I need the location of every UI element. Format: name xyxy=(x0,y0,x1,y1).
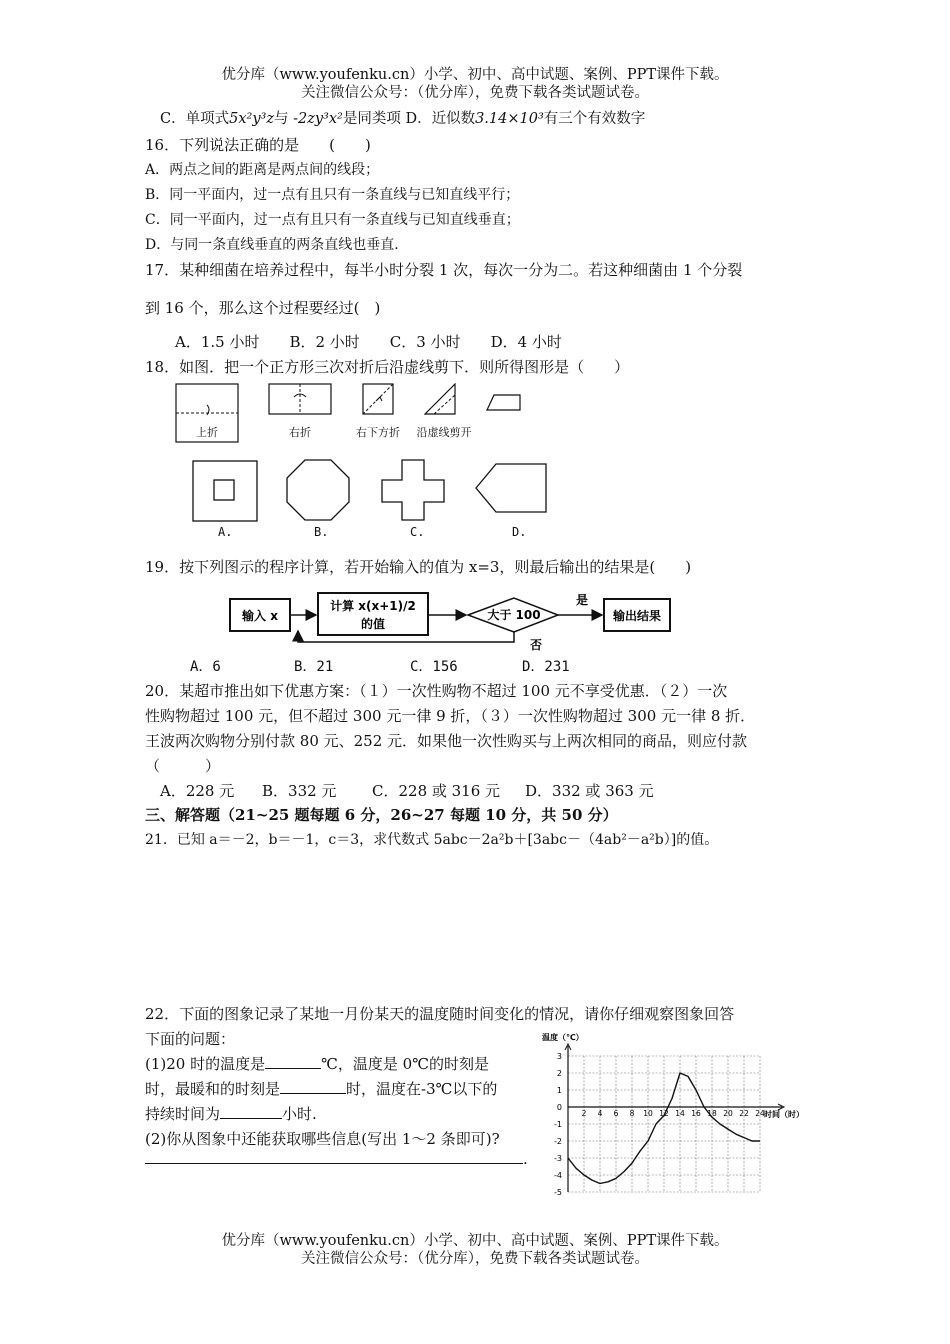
q16-stem: 16．下列说法正确的是 ( ) xyxy=(145,136,371,154)
q18-option-b-figure xyxy=(285,458,355,524)
temperature-chart xyxy=(540,1030,810,1202)
q17-stem-2: 到 16 个，那么这个过程要经过( ) xyxy=(145,299,381,317)
q20-line-4: （ ） xyxy=(145,757,221,775)
header-line-2: 关注微信公众号：（优分库），免费下载各类试题试卷。 xyxy=(301,85,649,101)
q18-option-d-figure xyxy=(474,462,550,518)
q20-option-b: B．332 元 xyxy=(262,782,337,800)
fold-step-3-figure xyxy=(362,383,402,419)
q20-line-3: 王波两次购物分别付款 80 元、252 元．如果他一次性购买与上两次相同的商品，则应付款 xyxy=(145,732,748,750)
q22-q2-end: . xyxy=(523,1150,528,1168)
q22-q1c-pre: 持续时间为 xyxy=(145,1105,221,1123)
q15-approx-number: 3.14×10³ xyxy=(475,111,544,127)
q19-flowchart xyxy=(222,586,682,652)
q22-q1a-post: ℃，温度是 0℃的时刻是 xyxy=(321,1055,489,1073)
fold-step-5-figure xyxy=(486,392,526,414)
q20-line-1: 20．某超市推出如下优惠方案：（１）一次性购物不超过 100 元不享受优惠．（２）一次 xyxy=(145,682,728,700)
q22-q1b-pre: 时，最暖和的时刻是 xyxy=(145,1080,281,1098)
chart-y-tick-label: -5 xyxy=(554,1188,562,1197)
fold-step-2-figure xyxy=(268,383,338,419)
q22-q1-line-c xyxy=(145,1103,317,1125)
fold-step-1-label: 上折 xyxy=(196,426,218,439)
flow-output-text: 输出结果 xyxy=(612,609,662,623)
q15-option-c-d xyxy=(160,108,645,130)
q18-option-a-label: A. xyxy=(218,525,233,539)
chart-x-tick-label: 6 xyxy=(613,1109,619,1118)
q19-option-c: C．156 xyxy=(410,659,458,675)
answer-blank-temp-at-20[interactable] xyxy=(265,1054,321,1069)
fold-step-3-label: 右下方折 xyxy=(356,426,400,439)
flow-condition-text: 大于 100 xyxy=(487,608,541,622)
chart-x-tick-label: 22 xyxy=(739,1109,749,1118)
q22-q1-line-b xyxy=(145,1078,497,1100)
chart-x-tick-label: 20 xyxy=(723,1109,733,1118)
q15-monomial-2: 2zy³x² xyxy=(297,111,343,127)
answer-blank-warmest-time[interactable] xyxy=(280,1079,346,1094)
chart-x-tick-label: 24 xyxy=(755,1109,765,1118)
q15-text-d-post: 有三个有效数字 xyxy=(543,111,646,127)
q17-options: A．1.5 小时 B．2 小时 C．3 小时 D．4 小时 xyxy=(175,333,562,351)
q20-option-a: A．228 元 xyxy=(160,782,235,800)
chart-x-tick-label: 8 xyxy=(629,1109,635,1118)
chart-x-tick-label: 2 xyxy=(581,1109,587,1118)
chart-x-axis-label: 时间（时） xyxy=(764,1110,804,1119)
q18-option-c-label: C. xyxy=(410,525,425,539)
flow-compute-text-2: 的值 xyxy=(360,617,386,631)
q19-stem: 19．按下列图示的程序计算，若开始输入的值为 x=3，则最后输出的结果是( ) xyxy=(145,558,692,576)
q19-option-b: B．21 xyxy=(294,659,334,675)
fold-step-4-label: 沿虚线剪开 xyxy=(416,426,472,439)
q15-monomial-1: 5x²y³z xyxy=(229,111,274,127)
q22-q1b-post: 时，温度在-3℃以下的 xyxy=(346,1080,498,1098)
chart-x-tick-label: 10 xyxy=(643,1109,653,1118)
q18-stem: 18．如图．把一个正方形三次对折后沿虚线剪下．则所得图形是（ ） xyxy=(145,358,630,376)
fold-step-4-figure xyxy=(424,383,464,419)
footer-line-1: 优分库（www.youfenku.cn）小学、初中、高中试题、案例、PPT课件下载。 xyxy=(221,1233,729,1249)
chart-x-tick-label: 16 xyxy=(691,1109,701,1118)
chart-y-tick-label: -4 xyxy=(554,1171,562,1180)
q17-stem-1: 17．某种细菌在培养过程中，每半小时分裂 1 次，每次一分为二。若这种细菌由 1 个分裂 xyxy=(145,261,743,279)
q22-q1c-post: 小时. xyxy=(282,1105,317,1123)
q16-option-c: C．同一平面内，过一点有且只有一条直线与已知直线垂直； xyxy=(145,212,520,228)
q22-q1a-pre: (1)20 时的温度是 xyxy=(145,1055,266,1073)
chart-y-axis-label: 温度（℃） xyxy=(542,1033,584,1042)
chart-y-tick-label: 3 xyxy=(556,1052,562,1061)
q15-text-c-post: 是同类项 D．近似数 xyxy=(342,111,476,127)
q16-option-d: D．与同一条直线垂直的两条直线也垂直. xyxy=(145,237,399,253)
footer-line-2: 关注微信公众号：（优分库），免费下载各类试题试卷。 xyxy=(301,1251,649,1267)
chart-x-tick-label: 14 xyxy=(675,1109,685,1118)
section-3-title: 三、解答题（21~25 题每题 6 分，26~27 每题 10 分，共 50 分） xyxy=(145,806,618,824)
q18-option-c-figure xyxy=(380,458,450,524)
q16-option-b: B．同一平面内，过一点有且只有一条直线与已知直线平行； xyxy=(145,187,520,203)
q18-option-d-label: D. xyxy=(512,525,527,539)
chart-y-tick-label: 0 xyxy=(556,1103,562,1112)
header-line-1: 优分库（www.youfenku.cn）小学、初中、高中试题、案例、PPT课件下载。 xyxy=(221,67,729,83)
flow-input-text: 输入 x xyxy=(242,609,278,623)
chart-series-temperature-line xyxy=(568,1073,760,1184)
flow-compute-text-1: 计算 x(x+1)/2 xyxy=(330,599,416,613)
answer-blank-duration[interactable] xyxy=(220,1104,282,1119)
chart-x-tick-label: 12 xyxy=(659,1109,669,1118)
q22-line-2: 下面的问题： xyxy=(145,1030,236,1048)
chart-y-tick-label: -3 xyxy=(554,1154,562,1163)
q15-text-c-pre: C．单项式 xyxy=(160,111,230,127)
q20-option-d: D．332 或 363 元 xyxy=(525,782,654,800)
chart-y-tick-label: 1 xyxy=(556,1086,562,1095)
q22-line-1: 22．下面的图象记录了某地一月份某天的温度随时间变化的情况，请你仔细观察图象回答 xyxy=(145,1005,735,1023)
q16-option-a: A．两点之间的距离是两点间的线段； xyxy=(145,162,380,178)
q20-option-c: C．228 或 316 元 xyxy=(372,782,501,800)
chart-y-tick-label: 2 xyxy=(556,1069,562,1078)
q21-text: 21．已知 a＝－2，b＝－1，c＝3，求代数式 5abc－2a²b＋[3abc－（4ab²－a²b）]的值。 xyxy=(145,832,719,848)
q18-option-b-label: B. xyxy=(314,525,329,539)
flow-no-label: 否 xyxy=(530,638,543,652)
q19-option-d: D．231 xyxy=(522,659,570,675)
fold-step-2-label: 右折 xyxy=(289,426,311,439)
answer-blank-q2[interactable] xyxy=(145,1149,523,1164)
q22-q2-answer-line xyxy=(145,1148,528,1170)
q15-text-mid: 与 - xyxy=(273,111,298,127)
q22-q1-line-a xyxy=(145,1053,489,1075)
q20-line-2: 性购物超过 100 元，但不超过 300 元一律 9 折，（３）一次性购物超过 300 元一律 8 折． xyxy=(145,707,756,725)
q22-q2: (2)你从图象中还能获取哪些信息(写出 1～2 条即可)? xyxy=(145,1130,500,1148)
chart-x-tick-label: 4 xyxy=(597,1109,603,1118)
q18-option-a-figure xyxy=(192,460,262,524)
flow-yes-label: 是 xyxy=(576,593,589,607)
chart-y-tick-label: -1 xyxy=(554,1120,562,1129)
chart-x-tick-label: 18 xyxy=(707,1109,717,1118)
q19-option-a: A．6 xyxy=(190,659,221,675)
chart-y-tick-label: -2 xyxy=(554,1137,562,1146)
